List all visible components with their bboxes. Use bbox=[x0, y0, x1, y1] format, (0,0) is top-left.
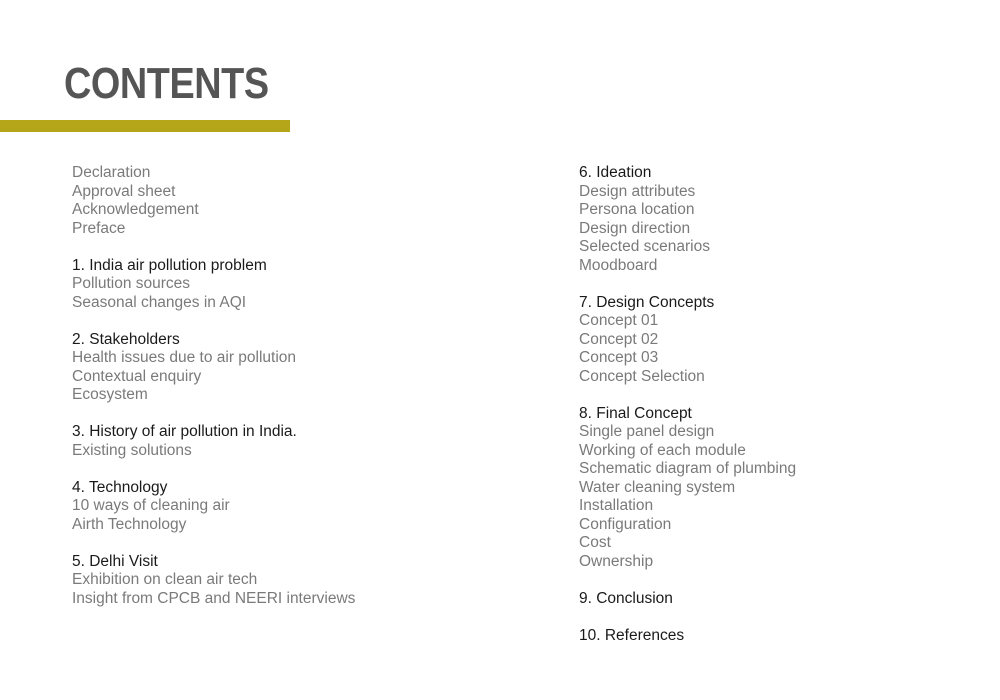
toc-item: Preface bbox=[72, 219, 126, 237]
toc-section-heading: 9. Conclusion bbox=[579, 589, 673, 607]
toc-section bbox=[72, 553, 472, 609]
toc-item: Health issues due to air pollution bbox=[72, 349, 297, 366]
toc-item: Concept 02 bbox=[579, 330, 659, 348]
toc-section-heading: 2. Stakeholders bbox=[72, 330, 180, 348]
toc-section-heading: 7. Design Concepts bbox=[579, 293, 715, 311]
toc-item: Ownership bbox=[579, 552, 654, 570]
contents-left-column bbox=[72, 164, 472, 627]
toc-section-heading: 6. Ideation bbox=[579, 164, 652, 181]
toc-item: Design direction bbox=[579, 219, 691, 237]
toc-item: Contextual enquiry bbox=[72, 367, 202, 385]
toc-item: Cost bbox=[579, 534, 611, 551]
toc-section bbox=[72, 479, 472, 535]
toc-item: 10 ways of cleaning air bbox=[72, 497, 230, 514]
title-accent-bar bbox=[0, 120, 290, 132]
toc-item: Water cleaning system bbox=[579, 478, 736, 496]
toc-section-heading: 1. India air pollution problem bbox=[72, 256, 267, 274]
toc-section bbox=[72, 423, 472, 460]
toc-section bbox=[579, 164, 979, 275]
toc-item: Schematic diagram of plumbing bbox=[579, 460, 797, 477]
toc-item: Selected scenarios bbox=[579, 238, 710, 255]
contents-right-column bbox=[579, 164, 979, 664]
toc-item: Declaration bbox=[72, 164, 151, 181]
toc-item: Moodboard bbox=[579, 256, 658, 274]
toc-section bbox=[579, 627, 979, 646]
toc-item: Ecosystem bbox=[72, 386, 148, 403]
toc-section bbox=[72, 164, 472, 238]
toc-item: Working of each module bbox=[579, 441, 746, 459]
toc-item: Concept 03 bbox=[579, 349, 659, 366]
toc-section bbox=[579, 590, 979, 609]
page-title: CONTENTS bbox=[64, 59, 269, 108]
toc-item: Insight from CPCB and NEERI interviews bbox=[72, 589, 356, 607]
toc-section bbox=[579, 405, 979, 572]
toc-item: Exhibition on clean air tech bbox=[72, 571, 258, 588]
toc-section-heading: 3. History of air pollution in India. bbox=[72, 423, 297, 440]
toc-section bbox=[579, 294, 979, 387]
toc-item: Concept Selection bbox=[579, 367, 705, 385]
toc-section-heading: 8. Final Concept bbox=[579, 404, 692, 422]
toc-item: Pollution sources bbox=[72, 275, 191, 292]
toc-item: Existing solutions bbox=[72, 441, 192, 459]
toc-section-heading: 5. Delhi Visit bbox=[72, 552, 158, 570]
toc-section bbox=[72, 331, 472, 405]
toc-item: Acknowledgement bbox=[72, 201, 199, 218]
toc-item: Approval sheet bbox=[72, 182, 176, 200]
toc-item: Design attributes bbox=[579, 182, 696, 200]
toc-item: Single panel design bbox=[579, 423, 715, 440]
toc-item: Airth Technology bbox=[72, 515, 187, 533]
toc-section-heading: 10. References bbox=[579, 626, 685, 644]
toc-item: Concept 01 bbox=[579, 312, 659, 329]
toc-section-heading: 4. Technology bbox=[72, 478, 168, 496]
toc-item: Installation bbox=[579, 497, 654, 514]
toc-item: Seasonal changes in AQI bbox=[72, 293, 247, 311]
toc-item: Configuration bbox=[579, 515, 672, 533]
toc-item: Persona location bbox=[579, 201, 695, 218]
toc-section bbox=[72, 257, 472, 313]
